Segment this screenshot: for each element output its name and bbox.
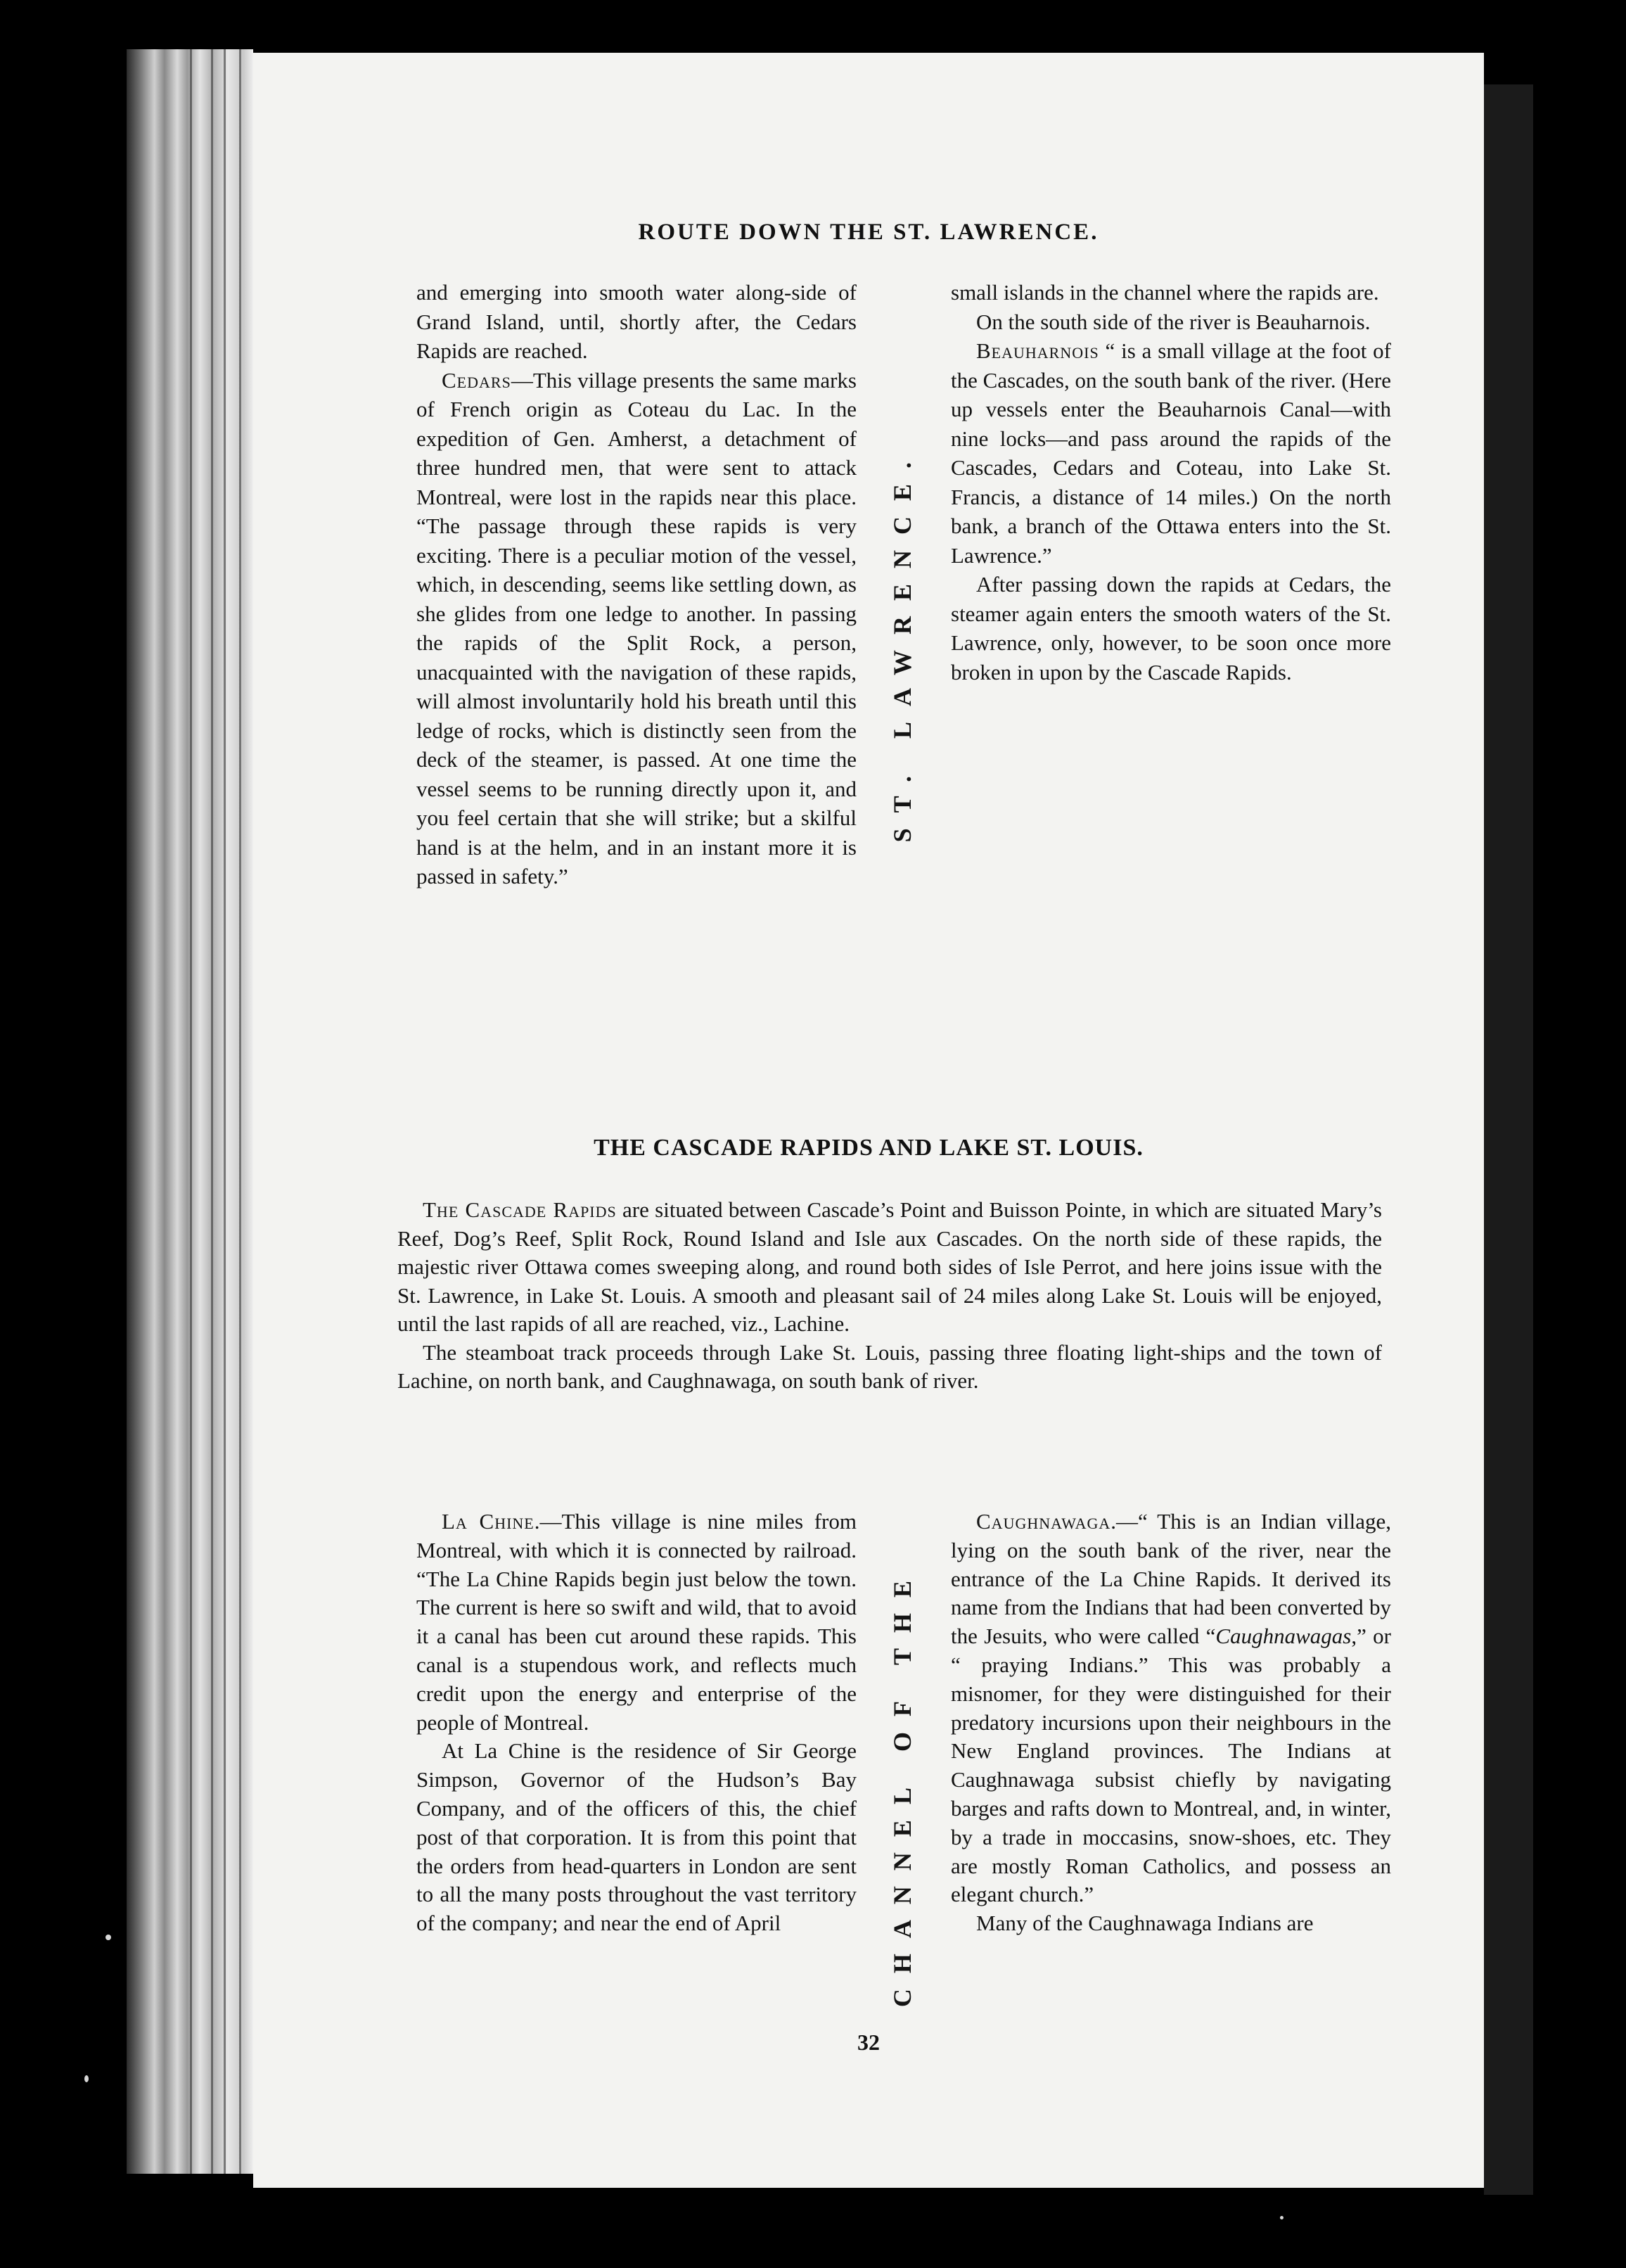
paragraph: The Cascade Rapids are situated between Cascade’s Point and Buisson Pointe, in which are situated Mary’s Reef, Dog’s Reef, Split Rock, Round Island and Isle aux Cascades. On the north side of these rapids, the majestic river Ottawa comes sweeping along, and round both sides of Isle Perrot, and here joins issue with the St. Lawrence, in Lake St. Louis. A smooth and pleasant sail of 24 miles along Lake St. Louis will be enjoyed, until the last rapids of all are reached, viz., Lachine.: [397, 1197, 1382, 1336]
lead-term: Beauharnois: [976, 338, 1099, 363]
lead-term: La Chine: [442, 1509, 534, 1534]
paragraph: The steamboat track proceeds through Lake St. Louis, passing three floating light-ships and the town of Lachine, on north bank, and Caughnawaga, on south bank of river.: [397, 1339, 1382, 1393]
page-shadow-strip: [1484, 84, 1533, 2195]
paragraph: After passing down the rapids at Cedars, the steamer again enters the smooth waters of the St. Lawrence, only, however, to be soon once more broken in upon by the Cascade Rapids.: [951, 572, 1391, 684]
lead-term: The Cascade Rapids: [423, 1197, 617, 1222]
paragraph: On the south side of the river is Beauharnois.: [976, 309, 1371, 334]
spine-edge-line: [211, 49, 213, 2174]
paragraph: small islands in the channel where the rapids are.: [951, 280, 1379, 305]
running-header: ROUTE DOWN THE ST. LAWRENCE.: [638, 219, 1099, 245]
spine-edge-line: [239, 49, 241, 2174]
paragraph: and emerging into smooth water along-side of Grand Island, until, shortly after, the Cedars Rapids are reached.: [416, 280, 857, 363]
section-body: [397, 1196, 1382, 1396]
bottom-right-column: [951, 1508, 1391, 1938]
section-title: THE CASCADE RAPIDS AND LAKE ST. LOUIS.: [594, 1135, 1144, 1161]
paragraph: Many of the Caughnawaga Indians are: [976, 1911, 1314, 1936]
scan-speck: [105, 1935, 111, 1940]
lead-term: Caughnawaga: [976, 1509, 1111, 1534]
italic-term: Caughnawagas: [1215, 1624, 1352, 1649]
paragraph: At La Chine is the residence of Sir George Simpson, Governor of the Hudson’s Bay Company, and of the officers of this, the chief post of that corporation. It is from this point that the orders from head-quarters in London are sent to all the many posts throughout the vast territory of the company; and near the end of April: [416, 1738, 857, 1936]
page-number: 32: [857, 2030, 880, 2055]
spine-edge-line: [224, 49, 226, 2174]
scan-speck: [1280, 2216, 1283, 2219]
paragraph: Beauharnois “ is a small village at the foot of the Cascades, on the south bank of the river. (Here up vessels enter the Beauharnois Canal—with nine locks—and pass around the rapids of the Cascades, Cedars and Coteau, into Lake St. Francis, a distance of 14 miles.) On the north bank, a branch of the Ottawa enters into the St. Lawrence.”: [951, 338, 1391, 568]
paragraph: Cedars—This village presents the same marks of French origin as Coteau du Lac. In the expedition of Gen. Amherst, a detachment of three hundred men, that were sent to attack Montreal, were lost in the rapids near this place. “The passage through these rapids is very exciting. There is a peculiar motion of the vessel, which, in descending, seems like settling down, as she glides from one ledge to another. In passing the rapids of the Split Rock, a person, unacquainted with the navigation of these rapids, will almost involuntarily hold his breath until this ledge of rocks, which is distinctly seen from the deck of the steamer, is passed. At one time the vessel seems to be running directly upon it, and you feel certain that she will strike; but a skilful hand is at the helm, and in an instant more it is passed in safety.”: [416, 367, 857, 888]
margin-vertical-text: ST. LAWRENCE.: [888, 447, 916, 843]
book-page: [253, 53, 1484, 2188]
paragraph: Caughnawaga.—“ This is an Indian village, lying on the south bank of the river, near the entrance of the La Chine Rapids. It derived its name from the Indians that had been converted by the Jesuits, who were called “Caughnawagas,” or “ praying Indians.” This was probably a misnomer, for they were distinguished for their predatory incursions upon their neighbours in the New England provinces. The Indians at Caughnawaga subsist chiefly by navigating barges and rafts down to Montreal, and, in winter, by a trade in moccasins, snow-shoes, etc. They are mostly Roman Catholics, and possess an elegant church.”: [951, 1509, 1391, 1907]
bottom-left-column: [416, 1508, 857, 1938]
top-left-column: [416, 278, 857, 891]
scan-speck: [84, 2075, 89, 2082]
top-right-column: [951, 278, 1391, 687]
margin-vertical-text: CHANNEL OF THE: [888, 1565, 916, 2008]
paragraph: La Chine.—This village is nine miles from Montreal, with which it is connected by railroad. “The La Chine Rapids begin just below the town. The current is here so swift and wild, that to avoid it a canal has been cut around these rapids. This canal is a stupendous work, and reflects much credit upon the energy and enterprise of the people of Montreal.: [416, 1509, 857, 1735]
lead-term: Cedars: [442, 367, 511, 393]
spine-edge-line: [190, 49, 192, 2174]
